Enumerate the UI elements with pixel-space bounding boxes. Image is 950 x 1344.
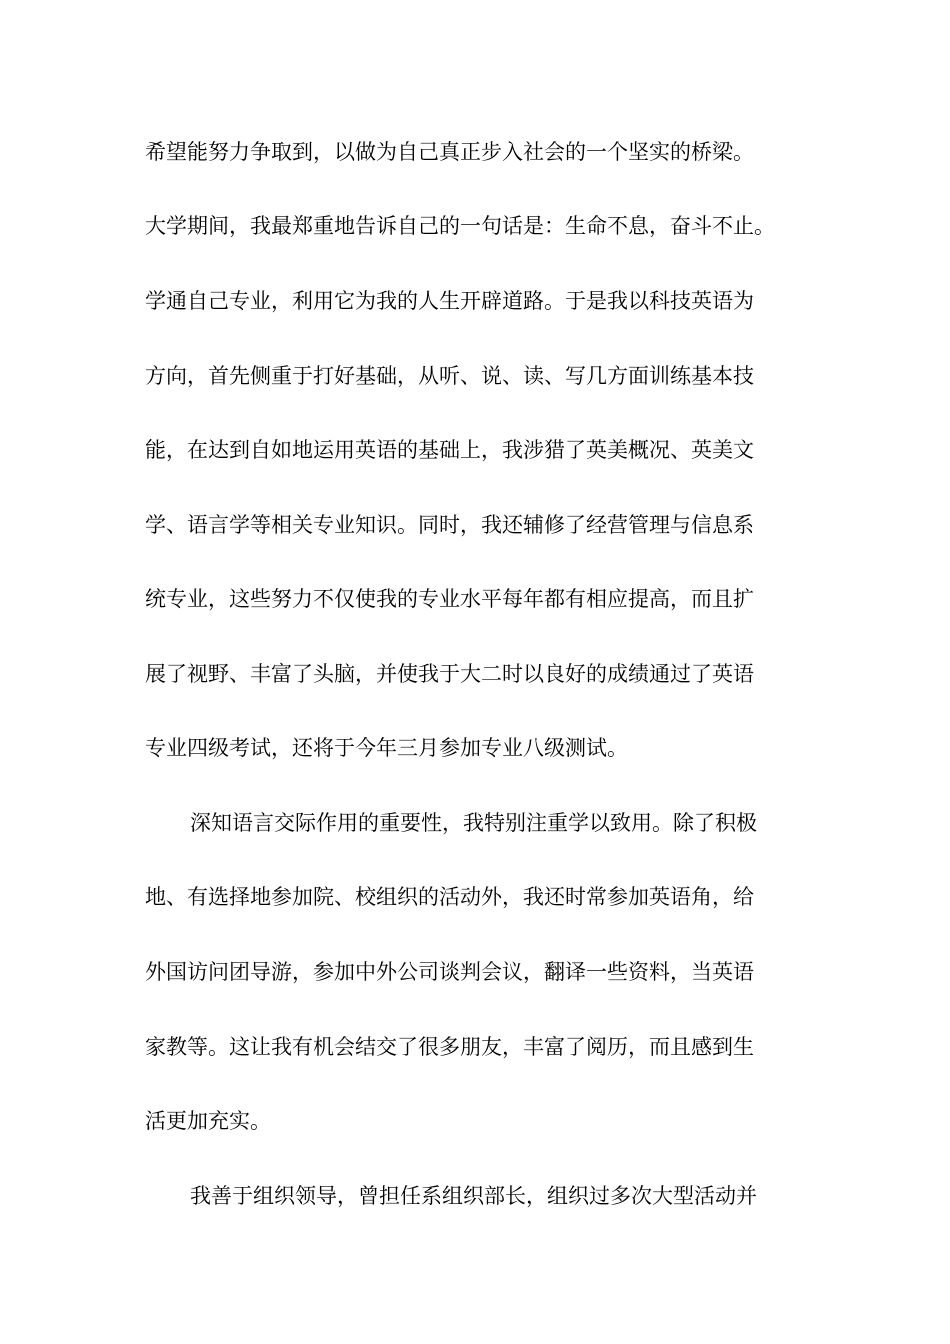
text-line: 方向，首先侧重于打好基础，从听、说、读、写几方面训练基本技 [145, 364, 754, 388]
text-line: 活更加充实。 [145, 1109, 271, 1133]
paragraph-first-line: 我善于组织领导，曾担任系组织部长，组织过多次大型活动并 [190, 1184, 757, 1208]
text-line: 统专业，这些努力不仅使我的专业水平每年都有相应提高，而且扩 [145, 587, 754, 611]
text-line: 大学期间，我最郑重地告诉自己的一句话是：生命不息，奋斗不止。 [145, 214, 775, 238]
text-line: 学、语言学等相关专业知识。同时，我还辅修了经营管理与信息系 [145, 513, 754, 537]
text-line: 地、有选择地参加院、校组织的活动外，我还时常参加英语角，给 [145, 885, 754, 909]
text-line: 外国访问团导游，参加中外公司谈判会议，翻译一些资料，当英语 [145, 960, 754, 984]
text-line: 希望能努力争取到，以做为自己真正步入社会的一个坚实的桥梁。 [145, 140, 754, 164]
text-line: 学通自己专业，利用它为我的人生开辟道路。于是我以科技英语为 [145, 289, 754, 313]
text-line: 专业四级考试，还将于今年三月参加专业八级测试。 [145, 736, 628, 760]
text-line: 家教等。这让我有机会结交了很多朋友，丰富了阅历，而且感到生 [145, 1035, 754, 1059]
text-line: 展了视野、丰富了头脑，并使我于大二时以良好的成绩通过了英语 [145, 662, 754, 686]
paragraph-first-line: 深知语言交际作用的重要性，我特别注重学以致用。除了积极 [190, 811, 757, 835]
text-line: 能，在达到自如地运用英语的基础上，我涉猎了英美概况、英美文 [145, 438, 754, 462]
